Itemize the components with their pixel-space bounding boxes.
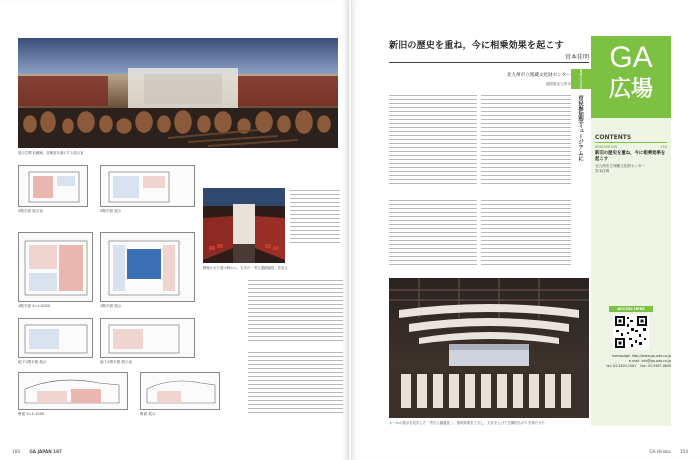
floor-plan-1f-left bbox=[18, 232, 93, 302]
top-photo-caption: 展示空間 収蔵庫。収蔵品を展示する展示室 bbox=[18, 151, 84, 155]
headline-rule bbox=[389, 62, 589, 63]
contents-entry-tag[interactable]: RENOVATION bbox=[595, 145, 618, 149]
left-magazine-name: GA JAPAN 187 bbox=[29, 449, 62, 454]
contents-entry-project: 北九州市立埋蔵文化財センター bbox=[595, 164, 646, 168]
author-name: 宮本佳明 bbox=[564, 54, 589, 61]
floor-plan-2f-left bbox=[18, 165, 88, 207]
contents-entry-author: 宮本佳明 bbox=[595, 169, 610, 173]
body-text-right-5 bbox=[389, 200, 477, 270]
left-page-number: 160 bbox=[12, 449, 20, 454]
auditorium-caption: ホールの展示を見学した「考古公園遺産」。照明効果を工夫し，天井を上げて空間的広がりを持たせた bbox=[389, 421, 545, 425]
floor-plan-2f-right bbox=[100, 165, 195, 207]
qr-code-icon[interactable] bbox=[613, 314, 649, 350]
logo-text-top: GA bbox=[609, 41, 653, 74]
lead-heading: 市民参加型ミュージアムに bbox=[577, 95, 583, 161]
auditorium-photo bbox=[389, 278, 589, 418]
section-right bbox=[140, 372, 220, 410]
body-text-right-1 bbox=[576, 95, 591, 270]
contents-entry-page: 154 bbox=[660, 145, 667, 149]
contents-entry-title[interactable]: 新旧の歴史を重ね，今に相乗効果を起こす bbox=[595, 151, 666, 162]
body-text-left-c bbox=[248, 352, 343, 417]
right-folio bbox=[649, 449, 688, 454]
floor-plan-b1-right bbox=[100, 318, 195, 358]
plan-label-b1-right: 地下1階平面 展示室 bbox=[100, 360, 133, 364]
left-folio bbox=[12, 449, 62, 454]
plan-label-2f-right: 2階平面 展示 bbox=[100, 209, 122, 213]
body-text-right-3 bbox=[389, 95, 477, 190]
right-page bbox=[351, 0, 700, 460]
body-text-right-2 bbox=[481, 95, 571, 190]
left-page bbox=[0, 0, 349, 460]
tel-number: tel: 03-3403-1581 bbox=[606, 364, 637, 368]
project-location: 福岡県北九州市 bbox=[545, 82, 571, 86]
right-page-number: 154 bbox=[680, 449, 688, 454]
floor-plan-1f-right bbox=[100, 232, 195, 302]
tel-fax bbox=[593, 364, 671, 368]
access-label: ACCESS HERE bbox=[609, 306, 653, 312]
plan-label-1f-left: 1階平面 S=1:2000 bbox=[18, 304, 51, 308]
right-folio-label: GA Hiroba bbox=[649, 449, 671, 454]
headline: 新旧の歴史を重ね，今に相乗効果を起こす bbox=[389, 41, 564, 51]
category-tag: RENOVATION bbox=[571, 69, 591, 89]
body-text-left-a bbox=[290, 190, 340, 250]
section-label-left: 断面 S=1:1000 bbox=[18, 412, 45, 416]
email-address[interactable]: e-mail: info@ga-ada.co.jp bbox=[628, 359, 671, 363]
floor-plan-b1-left bbox=[18, 318, 93, 358]
ga-hiroba-logo bbox=[591, 36, 671, 118]
plan-label-2f-left: 2階平面 展示室 bbox=[18, 209, 43, 213]
body-text-left-b bbox=[248, 280, 343, 345]
logo-text-bottom: 広場 bbox=[608, 77, 653, 102]
plan-label-b1-left: 地下1階平面 展示 bbox=[18, 360, 47, 364]
plan-label-1f-right: 1階平面 展示 bbox=[100, 304, 122, 308]
homepage-url[interactable]: homepage: http://www.ga-ada.co.jp bbox=[612, 354, 671, 358]
body-text-right-4 bbox=[481, 200, 571, 270]
project-name: 北九州市立埋蔵文化財センター bbox=[506, 73, 571, 78]
interior-corridor-photo bbox=[203, 188, 285, 263]
section-label-right: 断面 展示 bbox=[140, 412, 156, 416]
section-left bbox=[18, 372, 128, 410]
fax-number: fax: 03-3497-0649 bbox=[640, 364, 671, 368]
contents-heading: CONTENTS bbox=[595, 134, 632, 141]
sidebar bbox=[591, 36, 671, 426]
contents-rule bbox=[595, 142, 667, 143]
middle-photo-caption: 整理された展示物から。右手の「考古遺跡園庭」を見る bbox=[203, 266, 288, 270]
exhibit-hall-photo bbox=[18, 38, 338, 148]
